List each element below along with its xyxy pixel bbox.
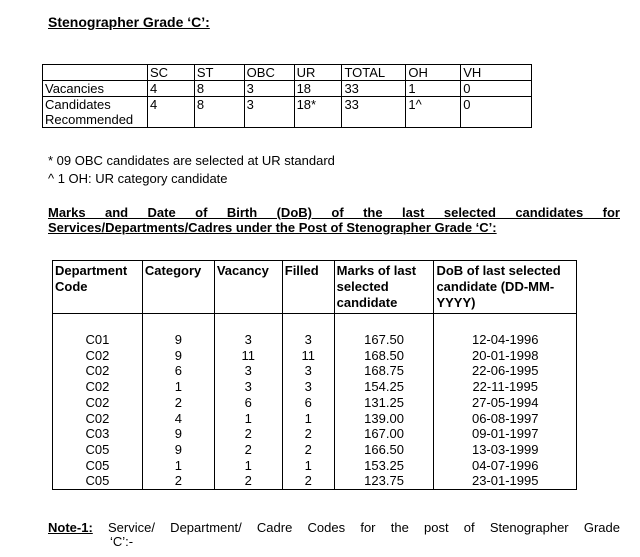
table-row [53, 379, 577, 395]
marks-cell: 166.50 [334, 442, 434, 458]
vacancy-cell: 3 [244, 81, 294, 97]
marks-cell: 1 [142, 379, 214, 395]
note-text: Service/ Department/ Cadre Codes for the post of Stenographer Grade [108, 520, 620, 535]
marks-cell: C02 [53, 395, 143, 411]
marks-cell: 1 [142, 458, 214, 474]
marks-header-cell: DoB of last selected candidate (DD-MM-YYYY) [434, 261, 577, 314]
table-row [53, 332, 577, 348]
vacancy-cell: 33 [342, 81, 406, 97]
marks-cell: 3 [214, 363, 282, 379]
table-row [53, 411, 577, 427]
vacancy-cell: 3 [244, 97, 294, 128]
table-row [53, 426, 577, 442]
marks-cell: 04-07-1996 [434, 458, 577, 474]
marks-header-cell: Category [142, 261, 214, 314]
vacancy-row-label: Candidates Recommended [43, 97, 148, 128]
table-row [53, 458, 577, 474]
marks-cell: 4 [142, 411, 214, 427]
vacancy-cell: 4 [147, 97, 194, 128]
spacer-cell [214, 314, 282, 333]
marks-cell: 06-08-1997 [434, 411, 577, 427]
marks-cell: 2 [142, 473, 214, 489]
vacancy-row-label: Vacancies [43, 81, 148, 97]
vacancy-row [43, 81, 532, 97]
spacer-cell [334, 314, 434, 333]
marks-header-cell: Marks of last selected candidate [334, 261, 434, 314]
vacancy-row [43, 97, 532, 128]
marks-cell: 9 [142, 348, 214, 364]
marks-cell: C02 [53, 363, 143, 379]
section-heading: Marks and Date of Birth (DoB) of the last selected candidates for [48, 205, 620, 220]
marks-cell: 1 [214, 458, 282, 474]
spacer-cell [53, 314, 143, 333]
marks-cell: 9 [142, 426, 214, 442]
marks-cell: 2 [282, 442, 334, 458]
marks-cell: 131.25 [334, 395, 434, 411]
marks-cell: C02 [53, 379, 143, 395]
marks-cell: 20-01-1998 [434, 348, 577, 364]
marks-cell: C01 [53, 332, 143, 348]
vacancy-cell: 18 [294, 81, 342, 97]
marks-header-row [53, 261, 577, 314]
marks-cell: 167.50 [334, 332, 434, 348]
marks-cell: 6 [282, 395, 334, 411]
marks-cell: C05 [53, 442, 143, 458]
table-row [53, 473, 577, 489]
vacancy-table [42, 64, 532, 128]
marks-cell: 2 [142, 395, 214, 411]
marks-cell: 9 [142, 442, 214, 458]
table-row [53, 442, 577, 458]
marks-header-cell: Vacancy [214, 261, 282, 314]
marks-cell: 22-06-1995 [434, 363, 577, 379]
marks-cell: 3 [214, 332, 282, 348]
marks-cell: C03 [53, 426, 143, 442]
note-label: Note-1: [48, 520, 93, 535]
marks-header-cell: Department Code [53, 261, 143, 314]
footnote-oh: ^ 1 OH: UR category candidate [48, 171, 228, 186]
vacancy-cell: 18* [294, 97, 342, 128]
marks-cell: 168.75 [334, 363, 434, 379]
vacancy-header-cell: SC [147, 65, 194, 81]
marks-cell: 2 [282, 473, 334, 489]
marks-cell: 9 [142, 332, 214, 348]
vacancy-cell: 8 [194, 81, 244, 97]
marks-cell: C05 [53, 458, 143, 474]
vacancy-header-cell: ST [194, 65, 244, 81]
marks-cell: 3 [214, 379, 282, 395]
marks-cell: 168.50 [334, 348, 434, 364]
marks-cell: 11 [282, 348, 334, 364]
marks-cell: 11 [214, 348, 282, 364]
marks-cell: 2 [214, 426, 282, 442]
marks-cell: 1 [282, 458, 334, 474]
marks-cell: 1 [282, 411, 334, 427]
vacancy-header-cell: OBC [244, 65, 294, 81]
marks-cell: 153.25 [334, 458, 434, 474]
marks-header-cell: Filled [282, 261, 334, 314]
marks-cell: C02 [53, 348, 143, 364]
footnote-obc: * 09 OBC candidates are selected at UR standard [48, 153, 335, 168]
table-row [53, 363, 577, 379]
vacancy-cell: 1^ [406, 97, 461, 128]
marks-cell: 12-04-1996 [434, 332, 577, 348]
table-row [53, 395, 577, 411]
spacer-cell [282, 314, 334, 333]
table-row [53, 348, 577, 364]
marks-cell: 23-01-1995 [434, 473, 577, 489]
marks-cell: 6 [214, 395, 282, 411]
marks-cell: 3 [282, 332, 334, 348]
vacancy-header-cell: UR [294, 65, 342, 81]
marks-cell: 1 [214, 411, 282, 427]
marks-cell: 2 [282, 426, 334, 442]
marks-cell: 154.25 [334, 379, 434, 395]
marks-cell: 2 [214, 473, 282, 489]
vacancy-header-cell: TOTAL [342, 65, 406, 81]
spacer-cell [142, 314, 214, 333]
marks-cell: 09-01-1997 [434, 426, 577, 442]
vacancy-header-cell: OH [406, 65, 461, 81]
vacancy-cell: 0 [461, 81, 532, 97]
vacancy-cell: 1 [406, 81, 461, 97]
vacancy-cell: 0 [461, 97, 532, 128]
vacancy-cell: 8 [194, 97, 244, 128]
vacancy-header-cell [43, 65, 148, 81]
vacancy-header-row [43, 65, 532, 81]
note-1 [48, 520, 620, 535]
section-heading-cont: Services/Departments/Cadres under the Post of Stenographer Grade ‘C’: [48, 220, 497, 235]
marks-cell: 123.75 [334, 473, 434, 489]
marks-cell: C05 [53, 473, 143, 489]
vacancy-cell: 4 [147, 81, 194, 97]
marks-cell: 6 [142, 363, 214, 379]
marks-cell: 139.00 [334, 411, 434, 427]
vacancy-header-cell: VH [461, 65, 532, 81]
marks-cell: 3 [282, 379, 334, 395]
marks-cell: 3 [282, 363, 334, 379]
note-text-cont: ‘C’:- [110, 534, 134, 549]
marks-cell: 13-03-1999 [434, 442, 577, 458]
marks-cell: 167.00 [334, 426, 434, 442]
page-heading: Stenographer Grade ‘C’: [48, 14, 210, 30]
vacancy-cell: 33 [342, 97, 406, 128]
marks-cell: 2 [214, 442, 282, 458]
spacer-cell [434, 314, 577, 333]
spacer-row [53, 314, 577, 333]
marks-cell: 27-05-1994 [434, 395, 577, 411]
marks-table [52, 260, 577, 490]
marks-cell: 22-11-1995 [434, 379, 577, 395]
marks-cell: C02 [53, 411, 143, 427]
